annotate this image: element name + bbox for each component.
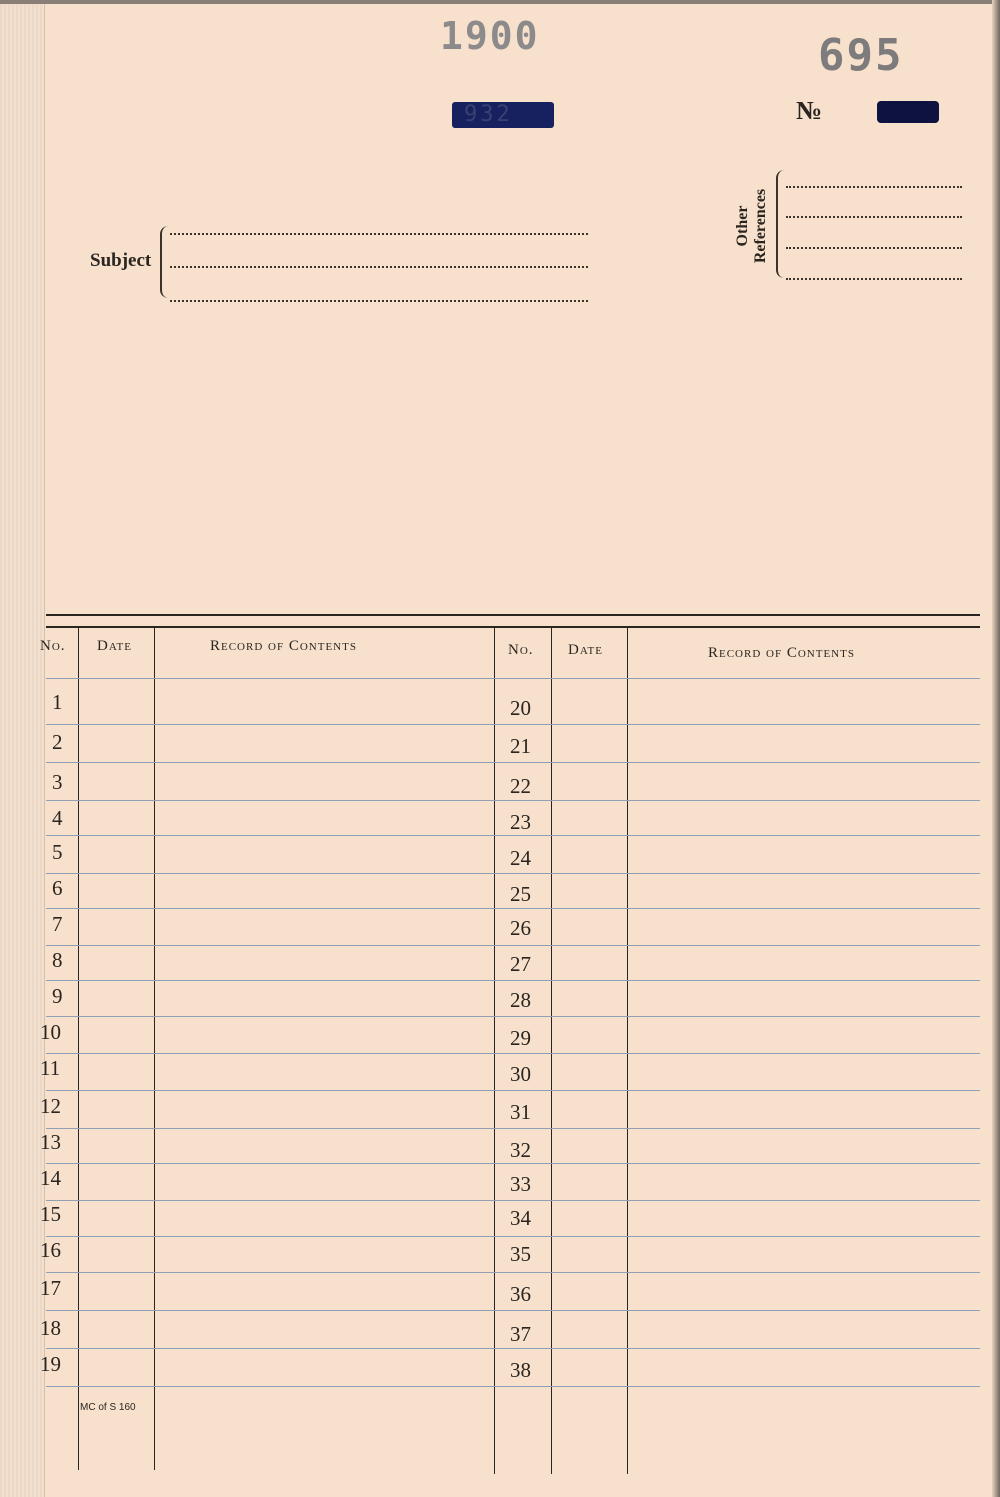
row-number-left: 4 bbox=[52, 806, 63, 830]
ref-line-2 bbox=[786, 216, 962, 218]
row-number-left: 7 bbox=[52, 912, 63, 936]
row-number-left: 6 bbox=[52, 876, 63, 900]
table-row-line bbox=[46, 1200, 980, 1201]
subject-line-1 bbox=[170, 233, 588, 235]
row-number-right: 34 bbox=[510, 1206, 531, 1230]
ref-line-1 bbox=[786, 186, 962, 188]
table-row-line bbox=[46, 1310, 980, 1311]
subject-line-2 bbox=[170, 266, 588, 268]
header-date-right: Date bbox=[568, 642, 603, 658]
table-top-rule-2 bbox=[46, 626, 980, 628]
header-date-left: Date bbox=[97, 638, 132, 654]
table-row-line bbox=[46, 1128, 980, 1129]
other-references-brace bbox=[776, 170, 786, 278]
column-divider-3 bbox=[494, 626, 495, 1474]
row-number-left: 17 bbox=[40, 1276, 61, 1300]
row-number-left: 9 bbox=[52, 984, 63, 1008]
row-number-right: 26 bbox=[510, 916, 531, 940]
table-row-line bbox=[46, 724, 980, 725]
form-code: MC of S 160 bbox=[80, 1402, 136, 1413]
stamp-corner-number: 695 bbox=[818, 30, 904, 81]
binding-spine bbox=[0, 0, 45, 1497]
table-row-line bbox=[46, 1386, 980, 1387]
number-label: № bbox=[796, 96, 823, 125]
redaction-mark bbox=[877, 101, 939, 123]
header-no-left: No. bbox=[40, 638, 66, 654]
table-row-line bbox=[46, 1348, 980, 1349]
page-top-edge bbox=[0, 0, 1000, 4]
table-row-line bbox=[46, 800, 980, 801]
table-row-line bbox=[46, 1236, 980, 1237]
other-references-label: Other References bbox=[734, 188, 769, 264]
header-record-left: Record of Contents bbox=[210, 638, 357, 654]
row-number-left: 16 bbox=[40, 1238, 61, 1262]
row-number-left: 18 bbox=[40, 1316, 61, 1340]
row-number-left: 5 bbox=[52, 840, 63, 864]
header-record-right: Record of Contents bbox=[708, 645, 855, 661]
row-number-right: 31 bbox=[510, 1100, 531, 1124]
subject-brace bbox=[160, 226, 172, 298]
table-row-line bbox=[46, 678, 980, 679]
row-number-right: 25 bbox=[510, 882, 531, 906]
table-row-line bbox=[46, 873, 980, 874]
row-number-right: 36 bbox=[510, 1282, 531, 1306]
table-top-rule bbox=[46, 614, 980, 616]
stamp-top-number: 1900 bbox=[440, 14, 540, 58]
row-number-left: 14 bbox=[40, 1166, 61, 1190]
table-row-line bbox=[46, 945, 980, 946]
page-right-edge bbox=[992, 0, 1000, 1497]
row-number-right: 30 bbox=[510, 1062, 531, 1086]
row-number-left: 3 bbox=[52, 770, 63, 794]
row-number-left: 2 bbox=[52, 730, 63, 754]
row-number-right: 33 bbox=[510, 1172, 531, 1196]
ref-line-4 bbox=[786, 278, 962, 280]
header-no-right: No. bbox=[508, 642, 534, 658]
row-number-right: 23 bbox=[510, 810, 531, 834]
row-number-left: 1 bbox=[52, 690, 63, 714]
row-number-right: 21 bbox=[510, 734, 531, 758]
table-row-line bbox=[46, 835, 980, 836]
row-number-left: 15 bbox=[40, 1202, 61, 1226]
row-number-left: 8 bbox=[52, 948, 63, 972]
table-row-line bbox=[46, 908, 980, 909]
row-number-right: 20 bbox=[510, 696, 531, 720]
table-row-line bbox=[46, 1090, 980, 1091]
column-divider-1 bbox=[78, 626, 79, 1470]
table-row-line bbox=[46, 1163, 980, 1164]
redacted-file-number: 932 bbox=[452, 102, 554, 128]
row-number-right: 24 bbox=[510, 846, 531, 870]
row-number-right: 22 bbox=[510, 774, 531, 798]
row-number-right: 29 bbox=[510, 1026, 531, 1050]
table-row-line bbox=[46, 762, 980, 763]
row-number-right: 35 bbox=[510, 1242, 531, 1266]
ref-line-3 bbox=[786, 247, 962, 249]
row-number-right: 28 bbox=[510, 988, 531, 1012]
table-row-line bbox=[46, 1272, 980, 1273]
subject-label: Subject bbox=[90, 250, 152, 271]
row-number-right: 38 bbox=[510, 1358, 531, 1382]
table-row-line bbox=[46, 1016, 980, 1017]
table-row-line bbox=[46, 980, 980, 981]
subject-line-3 bbox=[170, 300, 588, 302]
row-number-right: 27 bbox=[510, 952, 531, 976]
row-number-left: 12 bbox=[40, 1094, 61, 1118]
row-number-right: 37 bbox=[510, 1322, 531, 1346]
column-divider-2 bbox=[154, 626, 155, 1470]
row-number-left: 13 bbox=[40, 1130, 61, 1154]
row-number-left: 19 bbox=[40, 1352, 61, 1376]
row-number-right: 32 bbox=[510, 1138, 531, 1162]
column-divider-5 bbox=[627, 626, 628, 1474]
column-divider-4 bbox=[551, 626, 552, 1474]
row-number-left: 11 bbox=[40, 1056, 61, 1080]
table-row-line bbox=[46, 1053, 980, 1054]
row-number-left: 10 bbox=[40, 1020, 61, 1044]
